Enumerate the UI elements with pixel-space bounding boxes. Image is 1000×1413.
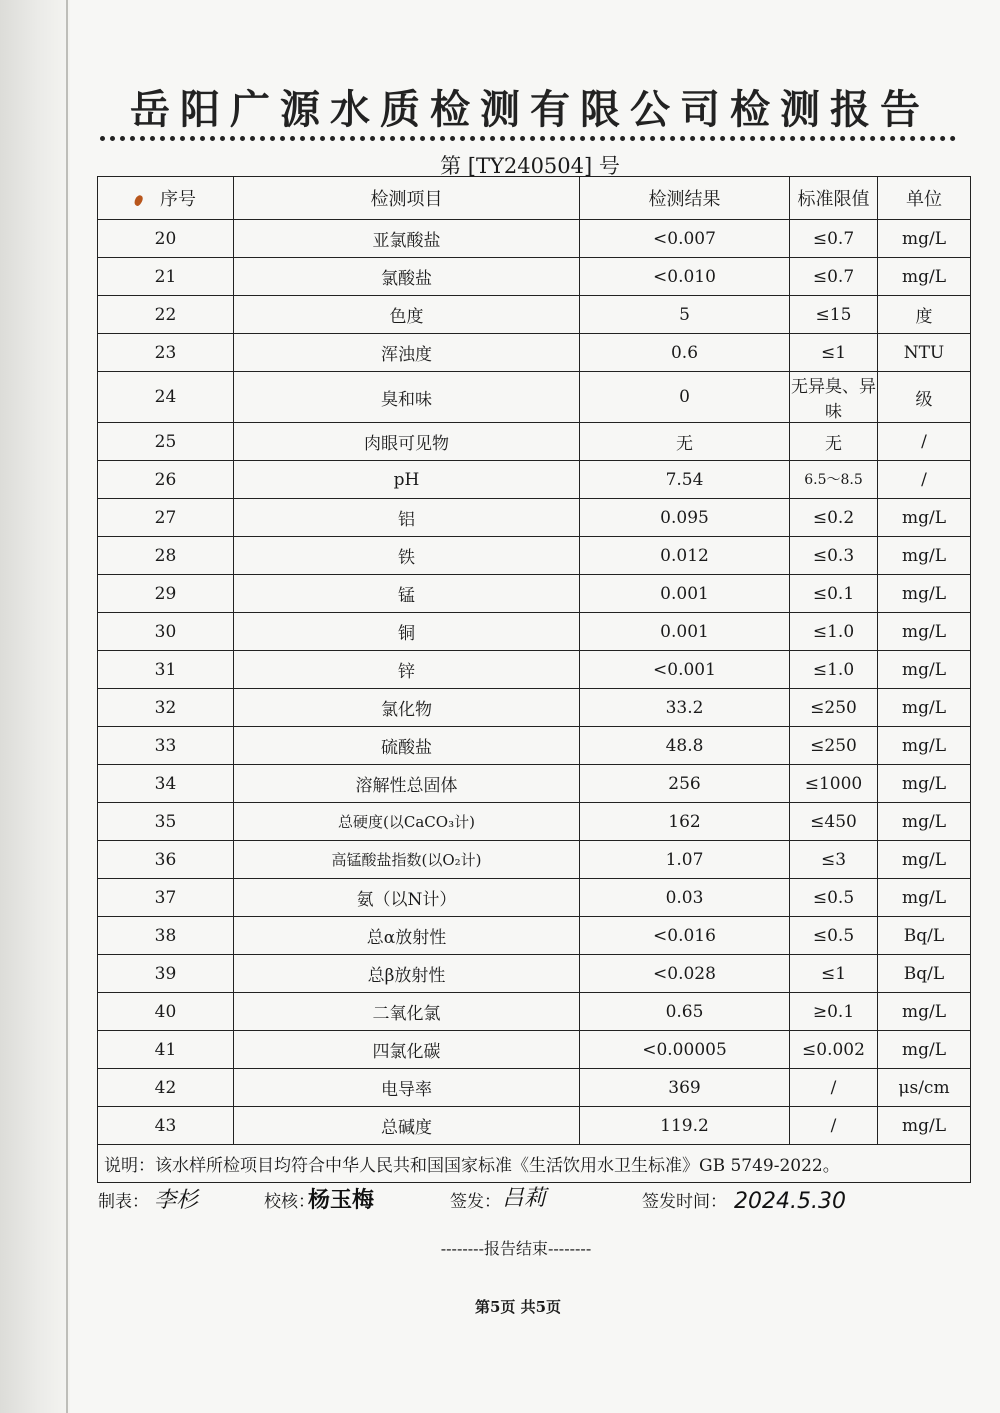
- cell-limit: ≤1: [790, 955, 878, 993]
- col-header-unit: 单位: [878, 177, 971, 220]
- table-row: [98, 993, 971, 1031]
- cell-no: 42: [98, 1069, 234, 1107]
- cell-unit: Bq/L: [878, 917, 971, 955]
- table-row: [98, 575, 971, 613]
- cell-no: 24: [98, 372, 234, 423]
- cell-limit: 无: [790, 423, 878, 461]
- cell-result: 0.012: [580, 537, 790, 575]
- report-end-marker: --------报告结束--------: [440, 1239, 592, 1258]
- col-header-result: 检测结果: [580, 177, 790, 220]
- cell-unit: mg/L: [878, 727, 971, 765]
- table-row: [98, 879, 971, 917]
- cell-no: 35: [98, 803, 234, 841]
- cell-no: 36: [98, 841, 234, 879]
- cell-result: <0.016: [580, 917, 790, 955]
- cell-no: 25: [98, 423, 234, 461]
- cell-item: 电导率: [234, 1069, 580, 1107]
- cell-unit: NTU: [878, 334, 971, 372]
- cell-result: <0.00005: [580, 1031, 790, 1069]
- cell-no: 30: [98, 613, 234, 651]
- table-row: [98, 689, 971, 727]
- cell-limit: ≤3: [790, 841, 878, 879]
- table-row: [98, 423, 971, 461]
- cell-item: 铝: [234, 499, 580, 537]
- col-header-item: 检测项目: [234, 177, 580, 220]
- cell-unit: /: [878, 461, 971, 499]
- cell-no: 32: [98, 689, 234, 727]
- cell-item: 氯化物: [234, 689, 580, 727]
- cell-result: 0.001: [580, 613, 790, 651]
- cell-unit: mg/L: [878, 220, 971, 258]
- cell-unit: mg/L: [878, 993, 971, 1031]
- cell-unit: mg/L: [878, 537, 971, 575]
- cell-result: 369: [580, 1069, 790, 1107]
- cell-item: 铁: [234, 537, 580, 575]
- cell-item: pH: [234, 461, 580, 499]
- cell-result: <0.007: [580, 220, 790, 258]
- cell-result: 0: [580, 372, 790, 423]
- cell-no: 31: [98, 651, 234, 689]
- table-row: [98, 613, 971, 651]
- table-row: [98, 841, 971, 879]
- cell-limit: 无异臭、异味: [790, 372, 878, 423]
- cell-unit: mg/L: [878, 765, 971, 803]
- cell-limit: ≤15: [790, 296, 878, 334]
- cell-unit: 级: [878, 372, 971, 423]
- cell-result: <0.010: [580, 258, 790, 296]
- cell-result: 1.07: [580, 841, 790, 879]
- cell-limit: ≤250: [790, 689, 878, 727]
- cell-unit: mg/L: [878, 258, 971, 296]
- table-row: [98, 651, 971, 689]
- cell-limit: ≤0.2: [790, 499, 878, 537]
- issue-date-label: 签发时间：: [642, 1192, 727, 1212]
- cell-no: 26: [98, 461, 234, 499]
- cell-result: 0.095: [580, 499, 790, 537]
- cell-limit: ≤0.002: [790, 1031, 878, 1069]
- cell-no: 37: [98, 879, 234, 917]
- cell-unit: mg/L: [878, 803, 971, 841]
- cell-result: 7.54: [580, 461, 790, 499]
- cell-item: 臭和味: [234, 372, 580, 423]
- cell-limit: ≤0.1: [790, 575, 878, 613]
- cell-item: 锰: [234, 575, 580, 613]
- cell-no: 29: [98, 575, 234, 613]
- prepared-label: 制表：: [98, 1192, 149, 1212]
- table-row: [98, 765, 971, 803]
- cell-unit: /: [878, 423, 971, 461]
- issued-signature: 吕莉: [502, 1186, 547, 1211]
- cell-unit: mg/L: [878, 499, 971, 537]
- cell-item: 色度: [234, 296, 580, 334]
- cell-unit: mg/L: [878, 689, 971, 727]
- cell-item: 硫酸盐: [234, 727, 580, 765]
- cell-no: 22: [98, 296, 234, 334]
- issued-label: 签发：: [450, 1192, 501, 1212]
- cell-result: 119.2: [580, 1107, 790, 1145]
- cell-no: 27: [98, 499, 234, 537]
- cell-result: <0.001: [580, 651, 790, 689]
- cell-result: 0.6: [580, 334, 790, 372]
- compliance-note: 说明：该水样所检项目均符合中华人民共和国国家标准《生活饮用水卫生标准》GB 5749-2022。: [98, 1145, 971, 1183]
- table-row: [98, 461, 971, 499]
- signature-row: [98, 1183, 978, 1228]
- issue-date-value: 2024.5.30: [734, 1189, 846, 1214]
- table-row: [98, 917, 971, 955]
- cell-limit: ≤250: [790, 727, 878, 765]
- cell-result: 162: [580, 803, 790, 841]
- checked-label: 校核：: [264, 1192, 315, 1212]
- note-row: [98, 1145, 971, 1183]
- cell-result: 256: [580, 765, 790, 803]
- table-row: [98, 1031, 971, 1069]
- table-row: [98, 1069, 971, 1107]
- cell-limit: ≤1: [790, 334, 878, 372]
- cell-result: 0.65: [580, 993, 790, 1031]
- col-header-limit: 标准限值: [790, 177, 878, 220]
- prepared-signature: 李杉: [154, 1188, 199, 1213]
- cell-limit: ≥0.1: [790, 993, 878, 1031]
- cell-limit: /: [790, 1069, 878, 1107]
- cell-item: 氯酸盐: [234, 258, 580, 296]
- cell-item: 总硬度(以CaCO₃计): [234, 803, 580, 841]
- cell-limit: ≤0.3: [790, 537, 878, 575]
- cell-limit: ≤450: [790, 803, 878, 841]
- page-number: 第5页 共5页: [474, 1298, 562, 1316]
- cell-no: 39: [98, 955, 234, 993]
- cell-result: 48.8: [580, 727, 790, 765]
- cell-no: 23: [98, 334, 234, 372]
- report-number: 第 [TY240504] 号: [440, 154, 620, 178]
- cell-result: 无: [580, 423, 790, 461]
- table-row: [98, 1107, 971, 1145]
- cell-no: 34: [98, 765, 234, 803]
- cell-no: 20: [98, 220, 234, 258]
- cell-unit: mg/L: [878, 841, 971, 879]
- cell-unit: mg/L: [878, 1031, 971, 1069]
- cell-no: 38: [98, 917, 234, 955]
- cell-unit: mg/L: [878, 1107, 971, 1145]
- table-row: [98, 803, 971, 841]
- table-row: [98, 220, 971, 258]
- table-row: [98, 537, 971, 575]
- cell-limit: ≤0.5: [790, 879, 878, 917]
- binding-shadow: [0, 0, 70, 1413]
- cell-item: 浑浊度: [234, 334, 580, 372]
- stain-mark: [133, 193, 145, 206]
- cell-no: 43: [98, 1107, 234, 1145]
- cell-limit: ≤1000: [790, 765, 878, 803]
- cell-item: 肉眼可见物: [234, 423, 580, 461]
- cell-unit: 度: [878, 296, 971, 334]
- title-divider: [100, 136, 956, 141]
- cell-no: 21: [98, 258, 234, 296]
- table-row: [98, 334, 971, 372]
- cell-limit: ≤0.7: [790, 220, 878, 258]
- cell-item: 氨（以N计）: [234, 879, 580, 917]
- cell-result: 0.001: [580, 575, 790, 613]
- cell-item: 总α放射性: [234, 917, 580, 955]
- cell-no: 41: [98, 1031, 234, 1069]
- cell-unit: mg/L: [878, 613, 971, 651]
- cell-result: <0.028: [580, 955, 790, 993]
- col-header-no: 序号: [98, 177, 234, 220]
- report-title: 岳阳广源水质检测有限公司检测报告: [130, 87, 930, 133]
- cell-no: 40: [98, 993, 234, 1031]
- cell-result: 33.2: [580, 689, 790, 727]
- cell-item: 铜: [234, 613, 580, 651]
- table-row: [98, 955, 971, 993]
- cell-item: 溶解性总固体: [234, 765, 580, 803]
- cell-item: 高锰酸盐指数(以O₂计): [234, 841, 580, 879]
- table-row: [98, 372, 971, 423]
- cell-unit: mg/L: [878, 651, 971, 689]
- cell-limit: /: [790, 1107, 878, 1145]
- cell-no: 28: [98, 537, 234, 575]
- cell-limit: ≤1.0: [790, 651, 878, 689]
- results-table: [97, 176, 971, 1183]
- cell-result: 0.03: [580, 879, 790, 917]
- cell-limit: ≤1.0: [790, 613, 878, 651]
- cell-limit: ≤0.7: [790, 258, 878, 296]
- table-row: [98, 727, 971, 765]
- cell-item: 四氯化碳: [234, 1031, 580, 1069]
- cell-result: 5: [580, 296, 790, 334]
- cell-item: 总碱度: [234, 1107, 580, 1145]
- table-row: [98, 296, 971, 334]
- table-header-row: [98, 177, 971, 220]
- cell-item: 亚氯酸盐: [234, 220, 580, 258]
- cell-limit: 6.5～8.5: [790, 461, 878, 499]
- cell-item: 锌: [234, 651, 580, 689]
- cell-no: 33: [98, 727, 234, 765]
- cell-item: 总β放射性: [234, 955, 580, 993]
- binding-line: [66, 0, 68, 1413]
- checked-signature: 杨玉梅: [308, 1188, 375, 1213]
- table-row: [98, 258, 971, 296]
- table-row: [98, 499, 971, 537]
- cell-unit: Bq/L: [878, 955, 971, 993]
- cell-limit: ≤0.5: [790, 917, 878, 955]
- cell-item: 二氧化氯: [234, 993, 580, 1031]
- cell-unit: mg/L: [878, 575, 971, 613]
- cell-unit: μs/cm: [878, 1069, 971, 1107]
- cell-unit: mg/L: [878, 879, 971, 917]
